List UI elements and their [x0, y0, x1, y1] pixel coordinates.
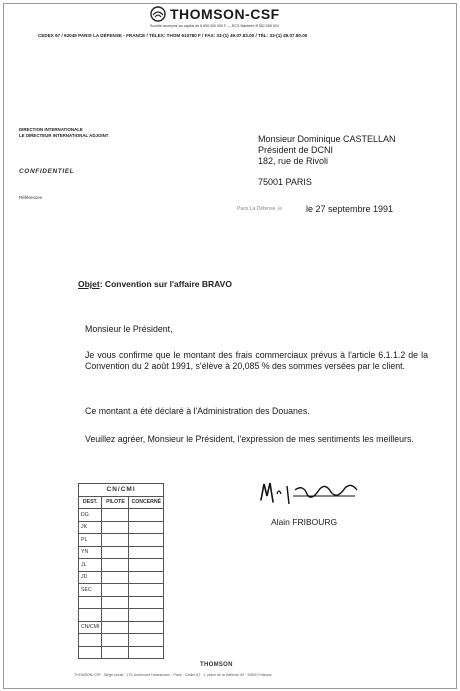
- routing-code: JK: [79, 521, 102, 534]
- table-row: [79, 534, 164, 547]
- recipient-city: 75001 PARIS: [258, 177, 312, 187]
- routing-code: JL: [79, 559, 102, 572]
- table-row: [79, 609, 164, 622]
- table-row: [79, 646, 164, 659]
- header-dest: DEST.: [79, 496, 102, 509]
- letterhead-logo: [150, 6, 280, 22]
- body-paragraph-1: Je vous confirme que le montant des frais commerciaux prévus à l'article 6.1.1.2 de la Convention du 2 août 1991, s'élève à 20,085 % des sommes versées par le client.: [85, 350, 428, 371]
- routing-table: [78, 483, 164, 659]
- recipient-street: 182, rue de Rivoli: [258, 156, 329, 166]
- routing-code: DG: [79, 509, 102, 522]
- table-row: [79, 621, 164, 634]
- routing-title: CN/CMI: [79, 484, 164, 497]
- legal-line: Société anonyme au capital de 8 850 000 000 F — RCS Nanterre B 552 059 024: [150, 24, 279, 28]
- footer-logo: THOMSON: [200, 662, 233, 668]
- subject-line: [78, 279, 232, 289]
- closing-paragraph: Veuillez agréer, Monsieur le Président, l'expression de mes sentiments les meilleurs.: [85, 434, 414, 444]
- thomson-logo-icon: [150, 6, 166, 22]
- handwritten-signature: [255, 476, 363, 510]
- footer-address: THOMSON-CSF · Siège social : 173, boulevard Haussmann · Paris · Cedex 67 · 1, place de la Défense 92 · 92800 Puteaux: [74, 673, 272, 677]
- sender-department: DIRECTION INTERNATIONALE: [19, 127, 83, 132]
- header-pilote: PILOTE: [102, 496, 129, 509]
- signatory-name: Alain FRIBOURG: [271, 517, 338, 527]
- body-paragraph-2: Ce montant a été déclaré à l'Administration des Douanes.: [85, 406, 310, 416]
- references-label: Références: [19, 195, 43, 200]
- table-row: [79, 509, 164, 522]
- routing-code: [79, 596, 102, 609]
- routing-code: [79, 609, 102, 622]
- routing-code: PL: [79, 534, 102, 547]
- table-row: [79, 559, 164, 572]
- table-row: [79, 521, 164, 534]
- sender-title: LE DIRECTEUR INTERNATIONAL ADJOINT: [19, 133, 109, 138]
- date-place: Paris La Défense, le: [237, 206, 283, 212]
- salutation: Monsieur le Président,: [85, 324, 173, 334]
- table-row: [79, 571, 164, 584]
- letterhead-address: CEDEX 67 / 92045 PARIS LA DÉFENSE - FRANCE / TÉLEX: THOM 610780 F / FAX: 33-(1) 49.07.83.00 / TÉL: 33-(1) 49.07.80.00: [38, 33, 308, 38]
- confidential-label: CONFIDENTIEL: [19, 168, 75, 175]
- routing-code: SEC: [79, 584, 102, 597]
- routing-code: CN/CMI: [79, 621, 102, 634]
- routing-title-row: [79, 484, 164, 497]
- routing-code: YN: [79, 546, 102, 559]
- recipient-title: Président de DCNI: [258, 145, 334, 155]
- subject-label: Objet: [78, 279, 100, 289]
- letter-page: [3, 3, 457, 689]
- routing-code: [79, 634, 102, 647]
- subject-text: : Convention sur l'affaire BRAVO: [99, 279, 232, 289]
- routing-header-row: [79, 496, 164, 509]
- table-row: [79, 584, 164, 597]
- routing-code: JD: [79, 571, 102, 584]
- header-concerne: CONCERNÉ: [129, 496, 164, 509]
- table-row: [79, 546, 164, 559]
- company-name: THOMSON-CSF: [170, 6, 280, 22]
- table-row: [79, 634, 164, 647]
- recipient-name: Monsieur Dominique CASTELLAN: [258, 134, 396, 144]
- letter-date: le 27 septembre 1991: [306, 204, 394, 214]
- routing-code: [79, 646, 102, 659]
- table-row: [79, 596, 164, 609]
